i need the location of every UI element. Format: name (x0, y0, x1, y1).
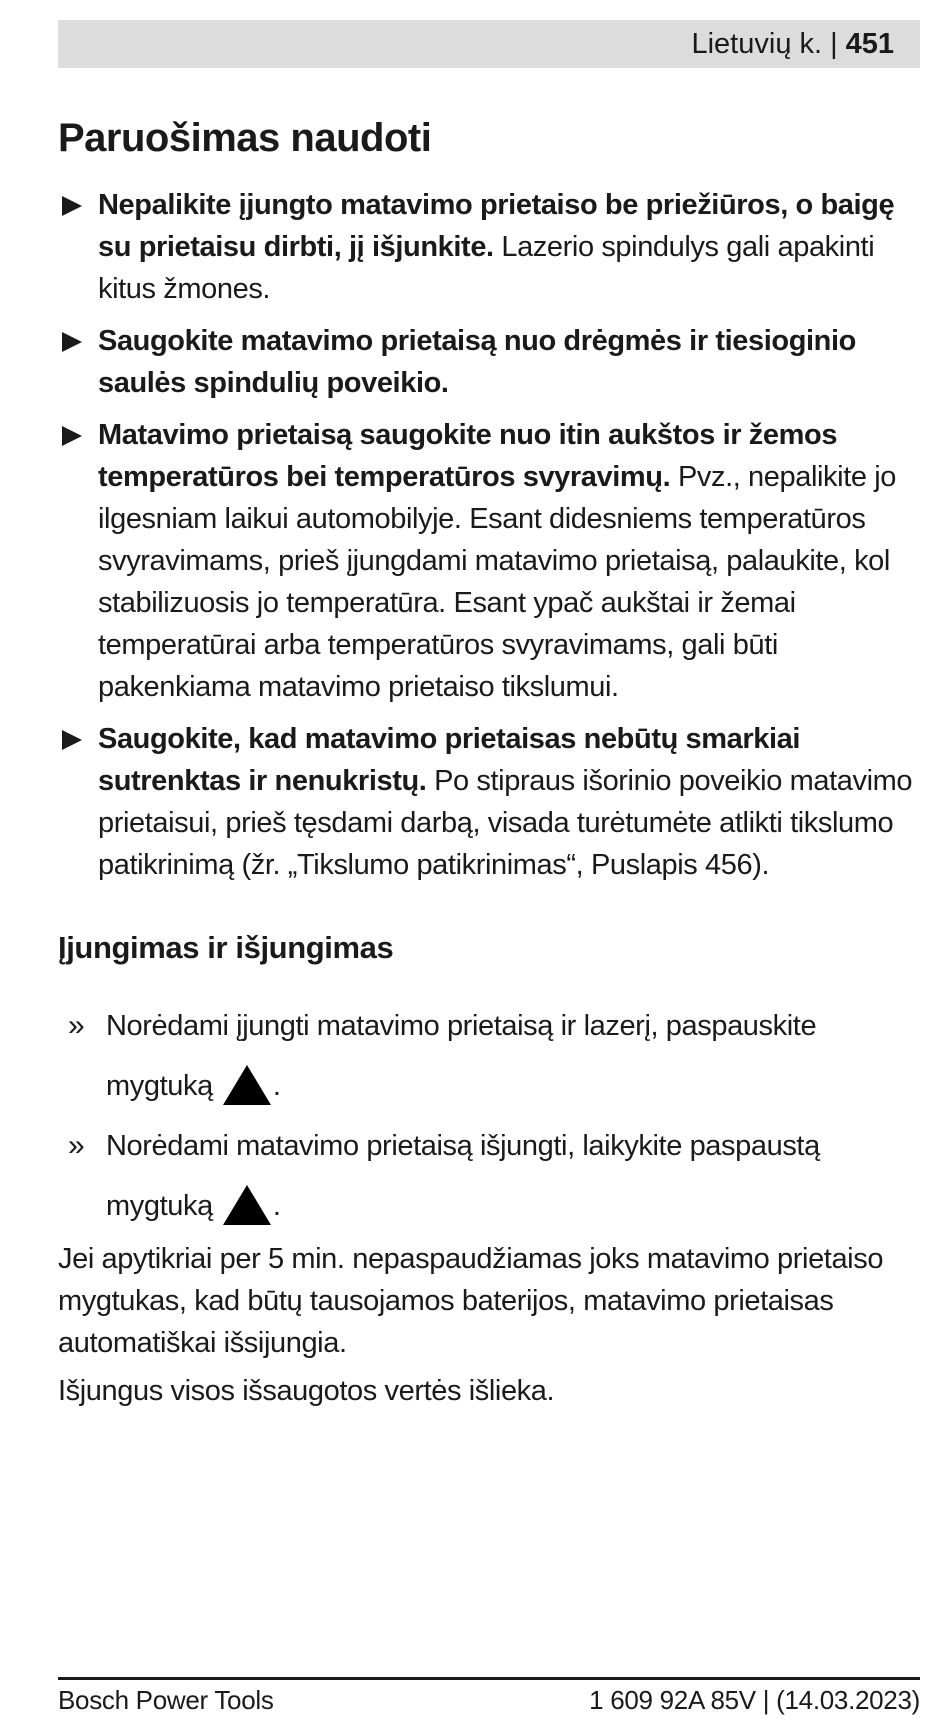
step-chevron-icon: » (68, 1129, 85, 1162)
step-chevron-icon: » (68, 1009, 85, 1042)
warning-item (58, 184, 920, 310)
power-triangle-icon (223, 1185, 271, 1225)
bullet-triangle-icon (62, 196, 82, 216)
bullet-triangle-icon (62, 332, 82, 352)
warning-item (58, 320, 920, 404)
step-end: . (272, 1070, 281, 1102)
warning-item (58, 414, 920, 708)
footer-document-code: 1 609 92A 85V | (14.03.2023) (589, 1685, 920, 1715)
page-footer (58, 1682, 920, 1718)
section-title: Paruošimas naudoti (58, 116, 432, 160)
header-page-number: 451 (845, 27, 894, 60)
warning-text: Lazerio spindulys gali apakinti kitus žmones. (98, 231, 875, 305)
step-text: Norėdami matavimo prietaisą išjungti, laikykite paspaustą mygtuką (106, 1130, 820, 1222)
header-separator: | (830, 27, 838, 60)
step-end: . (272, 1190, 281, 1222)
step-text: Norėdami įjungti matavimo prietaisą ir lazerį, paspauskite mygtuką (106, 1010, 817, 1102)
body-paragraph: Išjungus visos išsaugotos vertės išlieka. (58, 1375, 555, 1407)
body-paragraph: Jei apytikriai per 5 min. nepaspaudžiamas joks matavimo prietaiso mygtukas, kad būtų tausojamos baterijos, matavimo prietaisas automatiškai išsijungia. (58, 1243, 884, 1359)
warning-bold-text: Saugokite, kad matavimo prietaisas nebūtų smarkiai sutrenktas ir nenukristų. (98, 723, 801, 797)
bullet-triangle-icon (62, 426, 82, 446)
warning-list (58, 184, 920, 886)
page-header (58, 20, 920, 68)
warning-item (58, 718, 920, 886)
bullet-triangle-icon (62, 730, 82, 750)
warning-bold-text: Saugokite matavimo prietaisą nuo drėgmės ir tiesioginio saulės spindulių poveikio. (98, 325, 856, 399)
footer-divider (58, 1677, 920, 1680)
subsection-title: Įjungimas ir išjungimas (58, 930, 394, 965)
instruction-step (58, 1116, 920, 1236)
warning-text: Pvz., nepalikite jo ilgesniam laikui automobilyje. Esant didesniems temperatūros svyravimams, prieš įjungdami matavimo prietaisą, palaukite, kol stabilizuosis jo temperatūra. Esant ypač aukštai ir žemai temperatūrai arba temperatūros svyravimams, gali būti pakenkiama matavimo prietaiso tikslumui. (98, 461, 897, 703)
warning-bold-text: Matavimo prietaisą saugokite nuo itin aukštos ir žemos temperatūros bei temperatūros svyravimų. (98, 419, 838, 493)
power-triangle-icon (223, 1065, 271, 1105)
instruction-step (58, 996, 920, 1116)
page-content (58, 110, 920, 1418)
warning-text: Po stipraus išorinio poveikio matavimo prietaisui, prieš tęsdami darbą, visada turėtumėte atlikti tikslumo patikrinimą (žr. „Tikslumo patikrinimas“, Puslapis 456). (98, 765, 913, 881)
warning-bold-text: Nepalikite įjungto matavimo prietaiso be priežiūros, o baigę su prietaisu dirbti, jį išjunkite. (98, 189, 895, 263)
header-language: Lietuvių k. (691, 27, 823, 60)
footer-brand: Bosch Power Tools (58, 1685, 274, 1715)
